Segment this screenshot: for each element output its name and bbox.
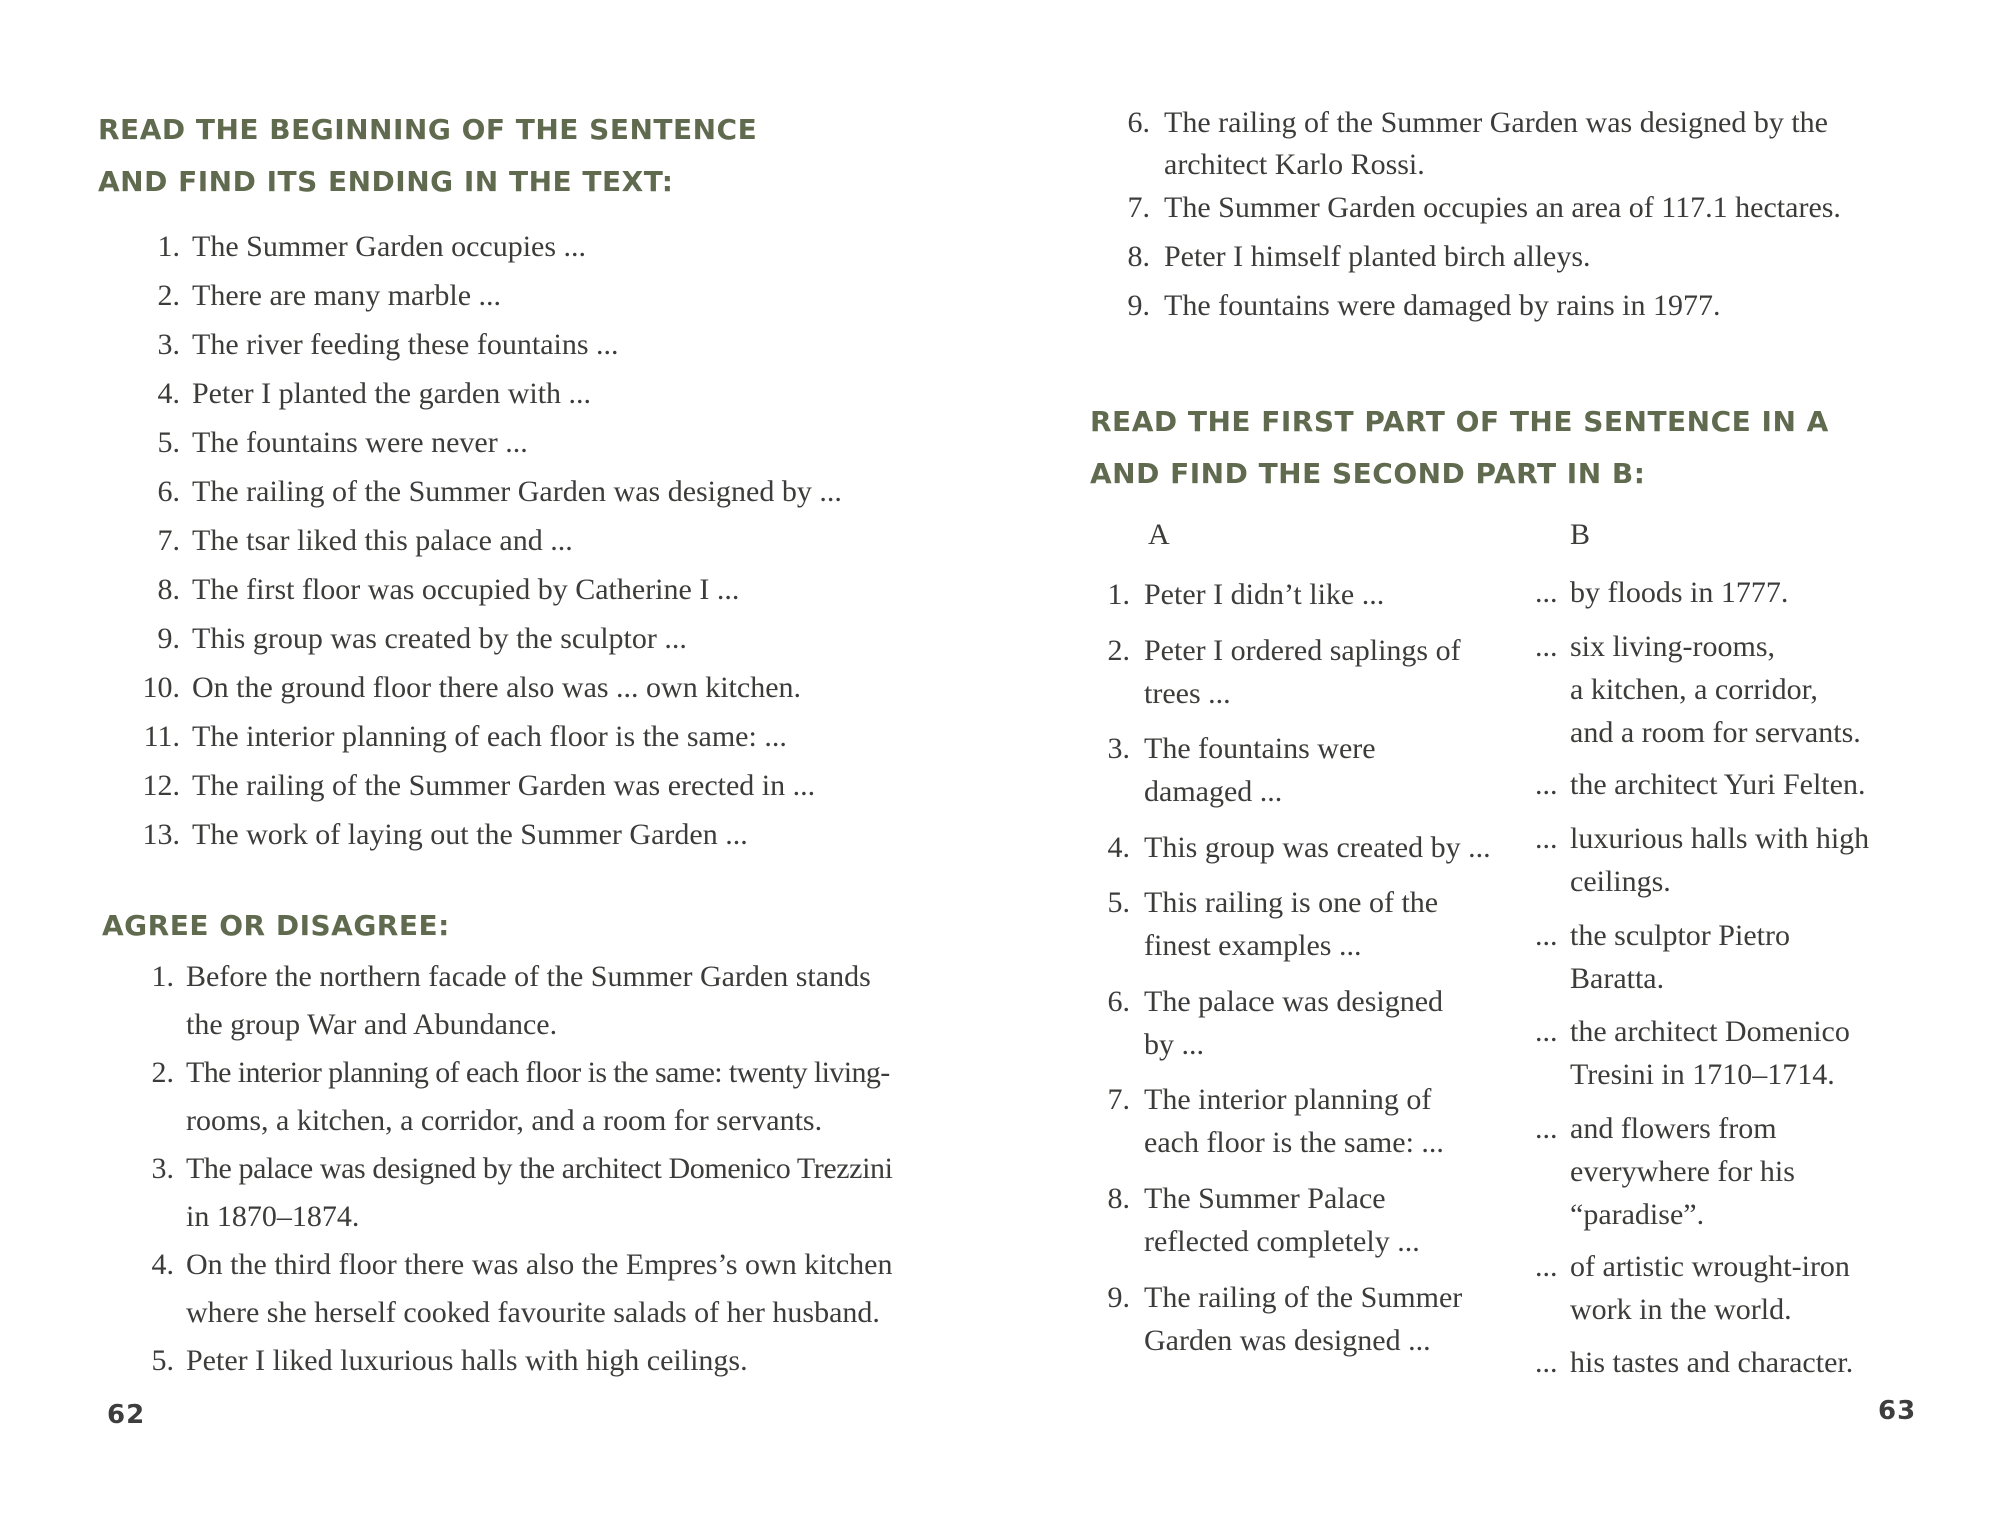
item-text-line: Garden was designed ...: [1144, 1324, 1431, 1357]
item-text-line: of artistic wrought-iron: [1570, 1250, 1850, 1283]
item-text: The river feeding these fountains ...: [192, 328, 619, 361]
item-number: 1.: [157, 230, 180, 263]
ellipsis: ...: [1535, 1015, 1558, 1048]
item-text-line: and flowers from: [1570, 1112, 1777, 1145]
item-text: The tsar liked this palace and ...: [192, 524, 573, 557]
item-text-line: The interior planning of: [1144, 1083, 1432, 1116]
item-text-line: Peter I ordered saplings of: [1144, 634, 1461, 667]
item-number: 1.: [151, 960, 174, 993]
item-text-line: the architect Yuri Felten.: [1570, 768, 1866, 801]
item-number: 4.: [157, 377, 180, 410]
heading-line: READ THE BEGINNING OF THE SENTENCE: [98, 113, 758, 146]
item-text: The railing of the Summer Garden was erected in ...: [192, 769, 816, 802]
ellipsis: ...: [1535, 630, 1558, 663]
item-number: 6.: [157, 475, 180, 508]
item-number: 9.: [1107, 1281, 1130, 1314]
ellipsis: ...: [1535, 768, 1558, 801]
item-text-line: rooms, a kitchen, a corridor, and a room for servants.: [186, 1104, 823, 1137]
item-number: 12.: [142, 769, 180, 802]
item-number: 2.: [1107, 634, 1130, 667]
item-number: 8.: [1127, 240, 1150, 273]
item-number: 10.: [142, 671, 180, 704]
item-text-line: Baratta.: [1570, 962, 1665, 995]
item-text-line: The palace was designed: [1144, 985, 1444, 1018]
item-text-line: The railing of the Summer Garden was designed by the: [1164, 106, 1828, 139]
item-text-line: trees ...: [1144, 677, 1231, 710]
item-number: 4.: [151, 1248, 174, 1281]
item-number: 9.: [157, 622, 180, 655]
item-number: 5.: [151, 1344, 174, 1377]
item-number: 7.: [157, 524, 180, 557]
item-number: 1.: [1107, 578, 1130, 611]
item-text-line: The Summer Garden occupies an area of 117.1 hectares.: [1164, 191, 1841, 224]
item-text-line: luxurious halls with high: [1570, 822, 1870, 855]
item-number: 11.: [143, 720, 180, 753]
item-text: The first floor was occupied by Catherine I ...: [192, 573, 740, 606]
item-number: 13.: [142, 818, 180, 851]
item-text: The railing of the Summer Garden was designed by ...: [192, 475, 842, 508]
item-text-line: where she herself cooked favourite salads of her husband.: [186, 1296, 880, 1329]
item-number: 8.: [1107, 1182, 1130, 1215]
item-text-line: by ...: [1144, 1028, 1204, 1061]
item-text-line: The fountains were damaged by rains in 1977.: [1164, 289, 1721, 322]
item-number: 9.: [1127, 289, 1150, 322]
item-number: 6.: [1107, 985, 1130, 1018]
item-number: 3.: [1107, 732, 1130, 765]
item-text-line: The railing of the Summer: [1144, 1281, 1463, 1314]
item-text-line: “paradise”.: [1570, 1198, 1705, 1231]
item-text-line: damaged ...: [1144, 775, 1283, 808]
item-text-line: Tresini in 1710–1714.: [1570, 1058, 1835, 1091]
matching-table: [1000, 0, 2000, 1531]
heading-line: AND FIND ITS ENDING IN THE TEXT:: [98, 165, 674, 198]
item-text-line: and a room for servants.: [1570, 716, 1861, 749]
item-text-line: Peter I himself planted birch alleys.: [1164, 240, 1591, 273]
item-text: There are many marble ...: [192, 279, 502, 312]
item-text-line: architect Karlo Rossi.: [1164, 148, 1425, 181]
item-number: 6.: [1127, 106, 1150, 139]
item-number: 4.: [1107, 831, 1130, 864]
item-text-line: in 1870–1874.: [186, 1200, 360, 1233]
item-text: This group was created by the sculptor ...: [192, 622, 687, 655]
item-text: The fountains were never ...: [192, 426, 528, 459]
section-heading-agree-disagree: [102, 900, 450, 952]
ellipsis: ...: [1535, 576, 1558, 609]
heading-line: AGREE OR DISAGREE:: [102, 909, 450, 942]
item-text-line: the architect Domenico: [1570, 1015, 1850, 1048]
item-text: On the ground floor there also was ... own kitchen.: [192, 671, 802, 704]
item-text-line: The fountains were: [1144, 732, 1376, 765]
item-text: The work of laying out the Summer Garden ...: [192, 818, 748, 851]
item-number: 5.: [1107, 886, 1130, 919]
item-text-line: six living-rooms,: [1570, 630, 1776, 663]
item-number: 7.: [1107, 1083, 1130, 1116]
item-text-line: This railing is one of the: [1144, 886, 1439, 919]
item-text-line: The interior planning of each floor is the same: twenty living-: [186, 1056, 890, 1089]
ellipsis: ...: [1535, 822, 1558, 855]
column-b-label: B: [1570, 518, 1591, 551]
heading-line: AND FIND THE SECOND PART IN B:: [1090, 457, 1646, 490]
ellipsis: ...: [1535, 919, 1558, 952]
item-text-line: each floor is the same: ...: [1144, 1126, 1444, 1159]
item-text-line: On the third floor there was also the Empres’s own kitchen: [186, 1248, 893, 1281]
item-text-line: everywhere for his: [1570, 1155, 1795, 1188]
item-text-line: Peter I liked luxurious halls with high ceilings.: [186, 1344, 748, 1377]
item-text-line: by floods in 1777.: [1570, 576, 1789, 609]
item-text-line: Peter I didn’t like ...: [1144, 578, 1385, 611]
item-number: 8.: [157, 573, 180, 606]
item-number: 3.: [157, 328, 180, 361]
item-number: 3.: [151, 1152, 174, 1185]
item-number: 2.: [157, 279, 180, 312]
item-text-line: finest examples ...: [1144, 929, 1362, 962]
item-text: Peter I planted the garden with ...: [192, 377, 592, 410]
item-text-line: This group was created by ...: [1144, 831, 1491, 864]
item-number: 2.: [151, 1056, 174, 1089]
item-text: The interior planning of each floor is the same: ...: [192, 720, 787, 753]
item-text-line: The palace was designed by the architect Domenico Trezzini: [186, 1152, 893, 1185]
section-heading-read-beginning: [98, 104, 757, 208]
item-text-line: Before the northern facade of the Summer Garden stands: [186, 960, 871, 993]
item-text-line: the sculptor Pietro: [1570, 919, 1790, 952]
ellipsis: ...: [1535, 1346, 1558, 1379]
item-text-line: his tastes and character.: [1570, 1346, 1854, 1379]
ellipsis: ...: [1535, 1112, 1558, 1145]
item-number: 5.: [157, 426, 180, 459]
heading-line: READ THE FIRST PART OF THE SENTENCE IN A: [1090, 405, 1829, 438]
item-text-line: ceilings.: [1570, 865, 1671, 898]
item-text-line: work in the world.: [1570, 1293, 1792, 1326]
item-text-line: the group War and Abundance.: [186, 1008, 558, 1041]
item-text-line: a kitchen, a corridor,: [1570, 673, 1818, 706]
page-number: 62: [107, 1400, 146, 1430]
right-page: [1000, 0, 2000, 1531]
column-a-label: A: [1148, 518, 1170, 551]
item-text: The Summer Garden occupies ...: [192, 230, 587, 263]
ellipsis: ...: [1535, 1250, 1558, 1283]
item-number: 7.: [1127, 191, 1150, 224]
page-number: 63: [1878, 1396, 1917, 1426]
item-text-line: reflected completely ...: [1144, 1225, 1420, 1258]
item-text-line: The Summer Palace: [1144, 1182, 1386, 1215]
